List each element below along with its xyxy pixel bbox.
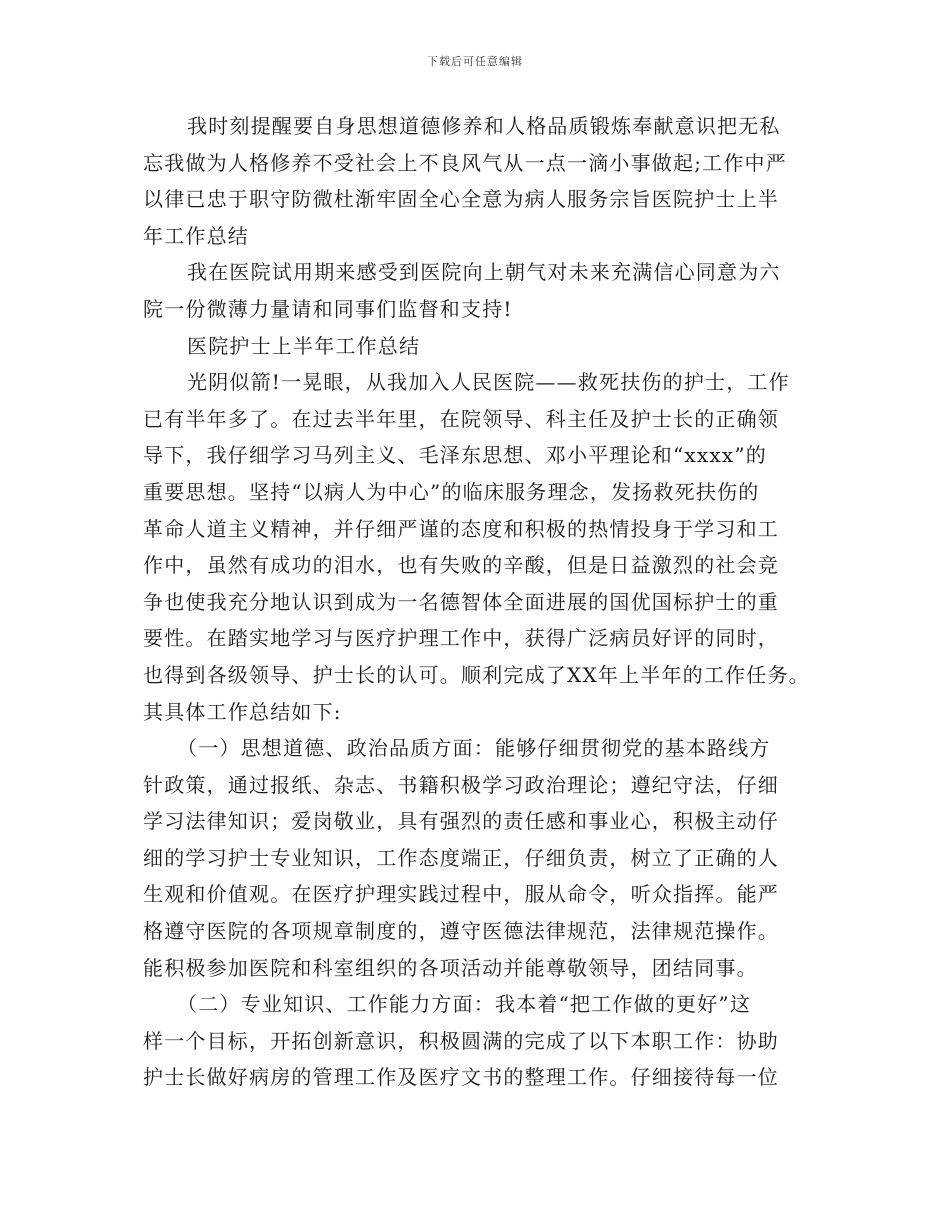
text-line: 导下，我仔细学习马列主义、毛泽东思想、邓小平理论和“xxxx”的 (143, 443, 767, 468)
text-line: 生观和价值观。在医疗护理实践过程中，服从命令，听众指挥。能严 (143, 882, 779, 907)
text-line: 我在医院试用期来感受到医院向上朝气对未来充满信心同意为六 (187, 260, 781, 285)
text-line: 光阴似箭!一晃眼，从我加入人民医院——救死扶伤的护士，工作 (187, 370, 790, 395)
document-body (143, 108, 823, 1096)
text-line: 已有半年多了。在过去半年里，在院领导、科主任及护士长的正确领 (143, 406, 779, 431)
text-line: （二）专业知识、工作能力方面：我本着“把工作做的更好”这 (177, 992, 752, 1017)
text-line: 争也使我充分地认识到成为一名德智体全面进展的国优国标护士的重 (143, 589, 779, 614)
text-line: 忘我做为人格修养不受社会上不良风气从一点一滴小事做起;工作中严 (143, 150, 787, 175)
text-line: 样一个目标，开拓创新意识，积极圆满的完成了以下本职工作：协助 (143, 1028, 779, 1053)
text-line: 革命人道主义精神，并仔细严谨的态度和积极的热情投身于学习和工 (143, 516, 779, 541)
text-line: 针政策，通过报纸、杂志、书籍积极学习政治理论；遵纪守法，仔细 (143, 772, 779, 797)
text-line: 要性。在踏实地学习与医疗护理工作中，获得广泛病员好评的同时， (143, 626, 779, 651)
text-line: 也得到各级领导、护士长的认可。顺利完成了XX年上半年的工作任务。 (143, 662, 810, 687)
text-line: 年工作总结 (143, 223, 249, 248)
text-line: 我时刻提醒要自身思想道德修养和人格品质锻炼奉献意识把无私 (187, 114, 781, 138)
text-line: 学习法律知识；爱岗敬业，具有强烈的责任感和事业心，积极主动仔 (143, 809, 779, 834)
text-line: 格遵守医院的各项规章制度的，遵守医德法律规范，法律规范操作。 (143, 919, 779, 944)
text-line: （一）思想道德、政治品质方面：能够仔细贯彻党的基本路线方 (177, 736, 771, 761)
section-title: 医院护士上半年工作总结 (187, 333, 421, 358)
text-line: 其具体工作总结如下: (143, 699, 342, 724)
page-header: 下载后可任意编辑 (427, 55, 523, 68)
text-line: 院一份微薄力量请和同事们监督和支持! (143, 296, 513, 321)
text-line: 护士长做好病房的管理工作及医疗文书的整理工作。仔细接待每一位 (143, 1065, 779, 1090)
text-line: 重要思想。坚持“以病人为中心”的临床服务理念，发扬救死扶伤的 (143, 479, 760, 504)
text-line: 以律已忠于职守防微杜渐牢固全心全意为病人服务宗旨医院护士上半 (143, 187, 779, 212)
text-line: 作中，虽然有成功的泪水，也有失败的辛酸，但是日益激烈的社会竞 (143, 553, 779, 578)
text-line: 细的学习护士专业知识，工作态度端正，仔细负责，树立了正确的人 (143, 845, 779, 870)
text-line: 能积极参加医院和科室组织的各项活动并能尊敬领导，团结同事。 (143, 955, 758, 980)
